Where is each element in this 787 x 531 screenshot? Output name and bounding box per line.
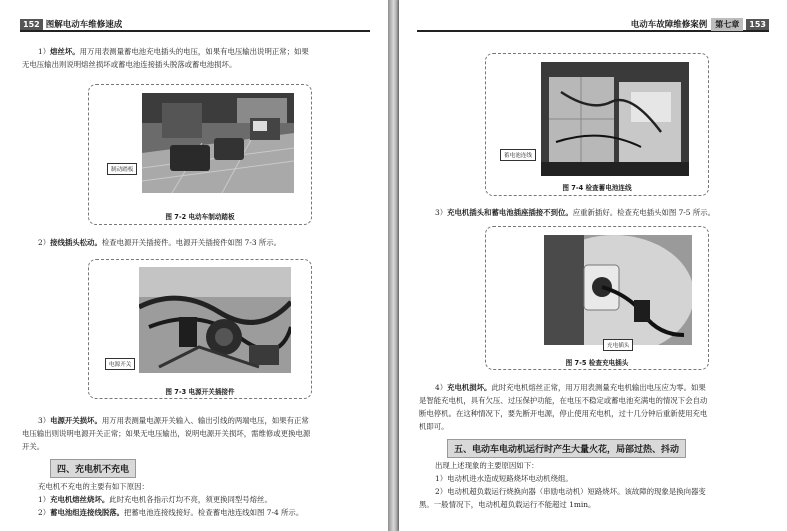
- item-text: 检查电源开关插接件。电源开关插接件如图 7-3 所示。: [101, 238, 282, 247]
- paragraph-charger-fuse: [38, 494, 373, 507]
- item-number: 2）: [38, 508, 51, 517]
- paragraph-switch: [38, 415, 373, 428]
- paragraph-switch-cont: [22, 428, 372, 441]
- item-heading: 接线插头松动。: [50, 238, 102, 247]
- paragraph-switch-cont2: [22, 441, 372, 454]
- figure-7-5: [485, 226, 709, 370]
- power-switch-image: [139, 267, 291, 373]
- right-page: [399, 0, 787, 531]
- brake-pedal-photo: [142, 93, 294, 193]
- charger-plug-label: 充电插头: [603, 339, 633, 351]
- battery-wire-photo: [541, 62, 689, 176]
- item-number: 3）: [435, 208, 448, 217]
- right-page-header: [417, 18, 769, 32]
- page-number: 152: [20, 19, 43, 30]
- power-switch-photo: [139, 267, 291, 373]
- brake-pedal-image: [142, 93, 294, 193]
- paragraph-battery-wire: [38, 507, 373, 520]
- item-text: 开关。: [22, 442, 45, 451]
- section-heading-charger: 四、充电机不充电: [50, 459, 136, 478]
- item-number: 3）: [38, 416, 51, 425]
- item-heading: 充电机损坏。: [447, 383, 492, 392]
- item-text: 无电压输出则说明熔丝损坏或蓄电池连接插头脱落或蓄电池损坏。: [22, 60, 237, 69]
- item-heading: 蓄电池组连接线脱落。: [50, 508, 125, 517]
- item-heading: 充电机熔丝烧坏。: [50, 495, 110, 504]
- paragraph-charger-broken-cont3: 机即可。: [419, 422, 449, 431]
- chapter-title: 电动车故障维修案例: [630, 20, 708, 30]
- paragraph-plug-socket: [435, 207, 771, 220]
- item-text: 应重新插好。检查充电插头如图 7-5 所示。: [572, 208, 715, 217]
- figure-7-3: [88, 259, 312, 399]
- paragraph-fuse: [38, 46, 373, 59]
- power-switch-label: 电源开关: [105, 358, 135, 370]
- item-heading: 熔丝坏。: [50, 47, 80, 56]
- paragraph-charger-intro: 充电机不充电的主要有如下原因：: [38, 482, 149, 491]
- paragraph-motor-water: 1）电动机进水造成短路烧坏电动机绕组。: [435, 474, 573, 483]
- chapter-label: 第七章: [711, 18, 743, 31]
- paragraph-charger-broken-cont2: 断电停机。在这种情况下，要先断开电源，停止使用充电机，过十几分钟后重新使用充电: [419, 409, 708, 418]
- book-title: 图解电动车维修速成: [45, 20, 123, 30]
- item-text: 此时充电机各指示灯均不亮，须更换同型号熔丝。: [109, 495, 272, 504]
- paragraph-plug: [38, 237, 373, 250]
- brake-pedal-label: 制动踏板: [107, 163, 137, 175]
- item-number: 1）: [38, 495, 51, 504]
- battery-wire-label: 蓄电池连线: [500, 149, 536, 161]
- figure-7-2: [88, 84, 312, 225]
- item-text: 把蓄电池连接线接好。检查蓄电池连线如图 7-4 所示。: [124, 508, 304, 517]
- charger-plug-image: [544, 235, 692, 345]
- item-heading: 充电机插头和蓄电池插座插接不到位。: [447, 208, 573, 217]
- paragraph-charger-broken: [435, 382, 771, 395]
- item-number: 4）: [435, 383, 448, 392]
- paragraph-motor-intro: 出现上述现象的主要原因如下：: [435, 461, 539, 470]
- item-text: 用万用表测量电源开关输入、输出引线的两端电压，如果有正常: [101, 416, 309, 425]
- figure-7-4-caption: 图 7-4 检查蓄电池连线: [562, 184, 632, 192]
- page-number: 153: [746, 19, 769, 30]
- figure-7-2-caption: 图 7-2 电动车制动踏板: [165, 213, 235, 221]
- book-gutter: [388, 0, 399, 531]
- figure-7-5-caption: 图 7-5 检查充电插头: [565, 359, 629, 367]
- left-page: [0, 0, 388, 531]
- figure-7-3-caption: 图 7-3 电源开关插接件: [165, 388, 235, 396]
- item-number: 2）: [38, 238, 51, 247]
- item-number: 1）: [38, 47, 51, 56]
- section-heading-motor: 五、电动车电动机运行时产生大量火花，局部过热、抖动: [447, 439, 686, 458]
- paragraph-fuse-cont: [22, 59, 372, 72]
- paragraph-motor-overload-cont: 黑。一般情况下，电动机超负载运行不能超过 1min。: [419, 500, 596, 509]
- paragraph-charger-broken-cont: 是智能充电机，具有欠压、过压保护功能，在电压不稳定或蓄电池充满电的情况下会自动: [419, 396, 708, 405]
- left-page-header: [20, 18, 370, 32]
- charger-plug-photo: [544, 235, 692, 345]
- item-text: 电压输出则说明电源开关正常；如果无电压输出，说明电源开关损坏，需维修或更换电源: [22, 429, 311, 438]
- figure-7-4: [485, 53, 709, 196]
- item-text: 用万用表测量蓄电池充电插头的电压，如果有电压输出说明正常；如果: [79, 47, 309, 56]
- paragraph-motor-overload: 2）电动机超负载运行烧换向器（串励电动机）短路烧坏。该故障的现象是换向器变: [435, 487, 706, 496]
- item-text: 此时充电机熔丝正常，用万用表测量充电机输出电压应为零。如果: [491, 383, 706, 392]
- battery-wire-image: [541, 62, 689, 176]
- item-heading: 电源开关损坏。: [50, 416, 102, 425]
